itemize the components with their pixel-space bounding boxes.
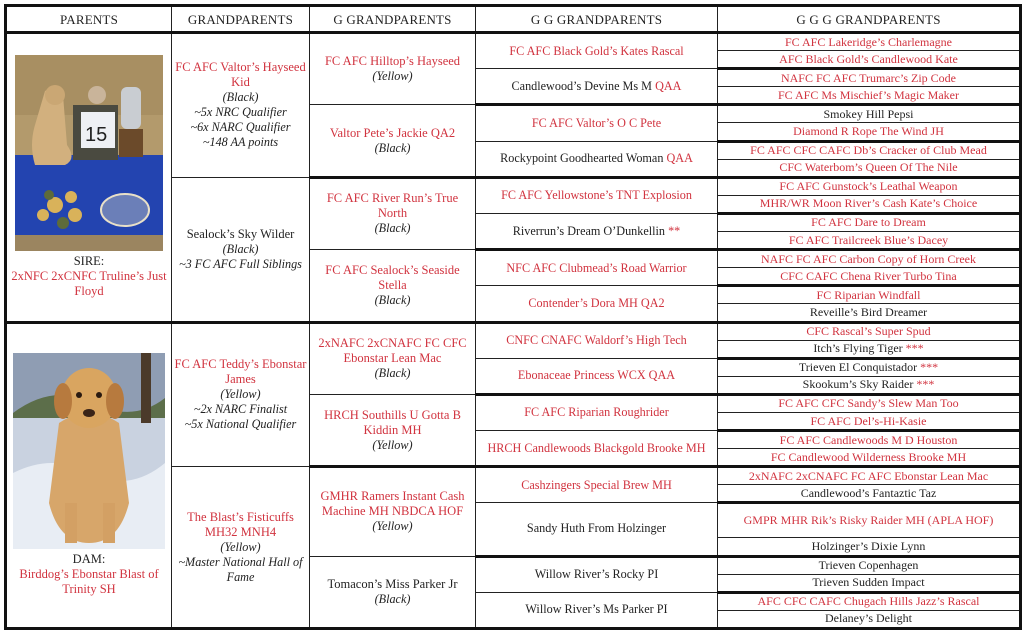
gg-grandparent-cell: Willow River’s Rocky PI — [476, 556, 718, 592]
grandparent-name: The Blast’s Fisticuffs MH32 MNH4 — [187, 509, 294, 539]
gg-grandparent-cell — [476, 69, 718, 105]
ggg-grandparent-cell: Trieven Copenhagen — [718, 556, 1021, 574]
yellow-lab-in-snow-photo-icon — [13, 353, 165, 549]
svg-text:15: 15 — [85, 124, 108, 147]
g-grandparent-cell — [310, 467, 476, 556]
grandparent-cell — [172, 322, 310, 467]
ggg-grandparent-cell: Delaney’s Delight — [718, 610, 1021, 628]
ggg-grandparent-cell: Reveille’s Bird Dreamer — [718, 304, 1021, 322]
g-grandparent-color: (Yellow) — [372, 69, 413, 84]
gg-grandparent-cell: Sandy Huth From Holzinger — [476, 503, 718, 556]
gg-title-suffix: QAA — [666, 151, 693, 166]
dog-with-trophy-photo-icon — [15, 55, 163, 251]
ggg-grandparent-cell — [718, 358, 1021, 376]
g-grandparent-color: (Black) — [374, 140, 411, 155]
ggg-grandparent-cell: AFC CFC CAFC Chugach Hills Jazz’s Rascal — [718, 592, 1021, 610]
g-grandparent-name: FC AFC Sealock’s Seaside Stella — [325, 262, 460, 292]
grandparent-name: FC AFC Teddy’s Ebonstar James — [174, 357, 307, 387]
gg-grandparent-cell — [476, 141, 718, 177]
ggg-grandparent-cell: Trieven Sudden Impact — [718, 574, 1021, 592]
g-grandparent-color: (Yellow) — [372, 519, 413, 534]
g-grandparent-cell — [310, 394, 476, 466]
ggg-name: Skookum’s Sky Raider — [802, 377, 914, 392]
ggg-grandparent-cell: AFC Black Gold’s Candlewood Kate — [718, 51, 1021, 69]
grandparent-name: FC AFC Valtor’s Hayseed Kid — [175, 60, 306, 90]
ggg-grandparent-cell: FC AFC Trailcreek Blue’s Dacey — [718, 232, 1021, 250]
grandparent-note: ~5x NRC Qualifier — [194, 105, 287, 120]
ggg-grandparent-cell: FC Riparian Windfall — [718, 286, 1021, 304]
gg-grandparent-cell: Ebonaceae Princess WCX QAA — [476, 358, 718, 394]
ggg-grandparent-cell: Holzinger’s Dixie Lynn — [718, 538, 1021, 556]
ggg-grandparent-cell: FC Candlewood Wilderness Brooke MH — [718, 449, 1021, 467]
g-grandparent-name: 2xNAFC 2xCNAFC FC CFC Ebonstar Lean Mac — [318, 336, 467, 366]
g-grandparent-color: (Black) — [374, 366, 411, 381]
ggg-name: Itch’s Flying Tiger — [813, 341, 903, 356]
g-grandparent-name: Valtor Pete’s Jackie QA2 — [329, 125, 456, 140]
g-grandparent-name: FC AFC River Run’s True North — [326, 191, 459, 221]
ggg-grandparent-cell: FC AFC Del’s-Hi-Kasie — [718, 412, 1021, 430]
ggg-grandparent-cell: GMPR MHR Rik’s Risky Raider MH (APLA HOF) — [718, 503, 1021, 538]
ggg-grandparent-cell: CFC Waterbom’s Queen Of The Nile — [718, 159, 1021, 177]
gg-grandparent-cell: FC AFC Valtor’s O C Pete — [476, 105, 718, 141]
dam-cell — [6, 322, 172, 628]
g-grandparent-color: (Black) — [374, 591, 411, 606]
header-parents: PARENTS — [6, 6, 172, 33]
ggg-grandparent-cell: Diamond R Rope The Wind JH — [718, 123, 1021, 141]
grandparent-name: Sealock’s Sky Wilder — [186, 226, 295, 241]
ggg-suffix: *** — [920, 360, 939, 375]
ggg-name: Trieven El Conquistador — [798, 360, 918, 375]
g-grandparent-cell — [310, 33, 476, 105]
g-grandparent-name: HRCH Southills U Gotta B Kiddin MH — [324, 407, 461, 437]
ggg-grandparent-cell: MHR/WR Moon River’s Cash Kate’s Choice — [718, 195, 1021, 213]
gg-grandparent-cell: FC AFC Riparian Roughrider — [476, 394, 718, 430]
gg-title-suffix: QAA — [655, 78, 682, 93]
g-grandparent-cell — [310, 105, 476, 177]
ggg-grandparent-cell: CFC CAFC Chena River Turbo Tina — [718, 268, 1021, 286]
gg-title-suffix: ** — [668, 223, 681, 238]
gg-name: Riverrun’s Dream O’Dunkellin — [512, 223, 666, 238]
dam-name: Birddog’s Ebonstar Blast of Trinity SH — [19, 567, 159, 597]
header-grandparents: GRANDPARENTS — [172, 6, 310, 33]
grandparent-cell — [172, 467, 310, 629]
dam-label: DAM: — [72, 552, 106, 567]
gg-grandparent-cell: Willow River’s Ms Parker PI — [476, 592, 718, 628]
grandparent-note: ~Master National Hall of Fame — [178, 554, 303, 584]
pedigree-table — [4, 4, 1022, 630]
gg-name: Candlewood’s Devine Ms M — [511, 78, 653, 93]
ggg-grandparent-cell: FC AFC Candlewoods M D Houston — [718, 431, 1021, 449]
ggg-grandparent-cell: Smokey Hill Pepsi — [718, 105, 1021, 123]
grandparent-color: (Yellow) — [220, 387, 261, 402]
gg-grandparent-cell: FC AFC Yellowstone’s TNT Explosion — [476, 177, 718, 213]
ggg-suffix: *** — [905, 341, 924, 356]
g-grandparent-name: GMHR Ramers Instant Cash Machine MH NBDCA HOF — [320, 489, 465, 519]
ggg-grandparent-cell: Candlewood’s Fantaztic Taz — [718, 485, 1021, 503]
grandparent-color: (Black) — [222, 90, 259, 105]
gg-grandparent-cell: Cashzingers Special Brew MH — [476, 467, 718, 503]
grandparent-cell — [172, 177, 310, 322]
header-gg-grandparents: G G GRANDPARENTS — [476, 6, 718, 33]
grandparent-note: ~2x NARC Finalist — [193, 402, 288, 417]
ggg-grandparent-cell: FC AFC Ms Mischief’s Magic Maker — [718, 87, 1021, 105]
gg-name: Rockypoint Goodhearted Woman — [500, 151, 664, 166]
g-grandparent-name: FC AFC Hilltop’s Hayseed — [324, 54, 461, 69]
grandparent-note: ~3 FC AFC Full Siblings — [179, 256, 302, 271]
g-grandparent-cell — [310, 556, 476, 628]
ggg-grandparent-cell — [718, 340, 1021, 358]
ggg-grandparent-cell: FC AFC CFC Sandy’s Slew Man Too — [718, 394, 1021, 412]
ggg-grandparent-cell — [718, 376, 1021, 394]
gg-grandparent-cell: NFC AFC Clubmead’s Road Warrior — [476, 250, 718, 286]
g-grandparent-color: (Black) — [374, 221, 411, 236]
header-ggg-grandparents: G G G GRANDPARENTS — [718, 6, 1021, 33]
gg-grandparent-cell: FC AFC Black Gold’s Kates Rascal — [476, 33, 718, 69]
g-grandparent-cell — [310, 250, 476, 322]
ggg-grandparent-cell: FC AFC Gunstock’s Leathal Weapon — [718, 177, 1021, 195]
gg-grandparent-cell — [476, 213, 718, 249]
g-grandparent-color: (Yellow) — [372, 437, 413, 452]
g-grandparent-cell — [310, 177, 476, 249]
grandparent-note: ~6x NARC Qualifier — [190, 120, 291, 135]
ggg-grandparent-cell: FC AFC Lakeridge’s Charlemagne — [718, 33, 1021, 51]
ggg-grandparent-cell: FC AFC CFC CAFC Db’s Cracker of Club Mead — [718, 141, 1021, 159]
ggg-grandparent-cell: FC AFC Dare to Dream — [718, 213, 1021, 231]
ggg-suffix: *** — [916, 377, 935, 392]
sire-name: 2xNFC 2xCNFC Truline’s Just Floyd — [11, 269, 167, 299]
gg-grandparent-cell: CNFC CNAFC Waldorf’s High Tech — [476, 322, 718, 358]
grandparent-color: (Black) — [222, 241, 259, 256]
header-g-grandparents: G GRANDPARENTS — [310, 6, 476, 33]
g-grandparent-color: (Black) — [374, 292, 411, 307]
ggg-grandparent-cell: 2xNAFC 2xCNAFC FC AFC Ebonstar Lean Mac — [718, 467, 1021, 485]
grandparent-color: (Yellow) — [220, 539, 261, 554]
ggg-grandparent-cell: NAFC FC AFC Trumarc’s Zip Code — [718, 69, 1021, 87]
gg-grandparent-cell: Contender’s Dora MH QA2 — [476, 286, 718, 322]
grandparent-cell — [172, 33, 310, 178]
ggg-grandparent-cell: CFC Rascal’s Super Spud — [718, 322, 1021, 340]
sire-cell — [6, 33, 172, 323]
gg-grandparent-cell: HRCH Candlewoods Blackgold Brooke MH — [476, 431, 718, 467]
sire-label: SIRE: — [73, 254, 105, 269]
grandparent-note: ~5x National Qualifier — [184, 417, 297, 432]
g-grandparent-cell — [310, 322, 476, 394]
ggg-grandparent-cell: NAFC FC AFC Carbon Copy of Horn Creek — [718, 250, 1021, 268]
grandparent-note: ~148 AA points — [202, 135, 279, 150]
g-grandparent-name: Tomacon’s Miss Parker Jr — [327, 576, 458, 591]
